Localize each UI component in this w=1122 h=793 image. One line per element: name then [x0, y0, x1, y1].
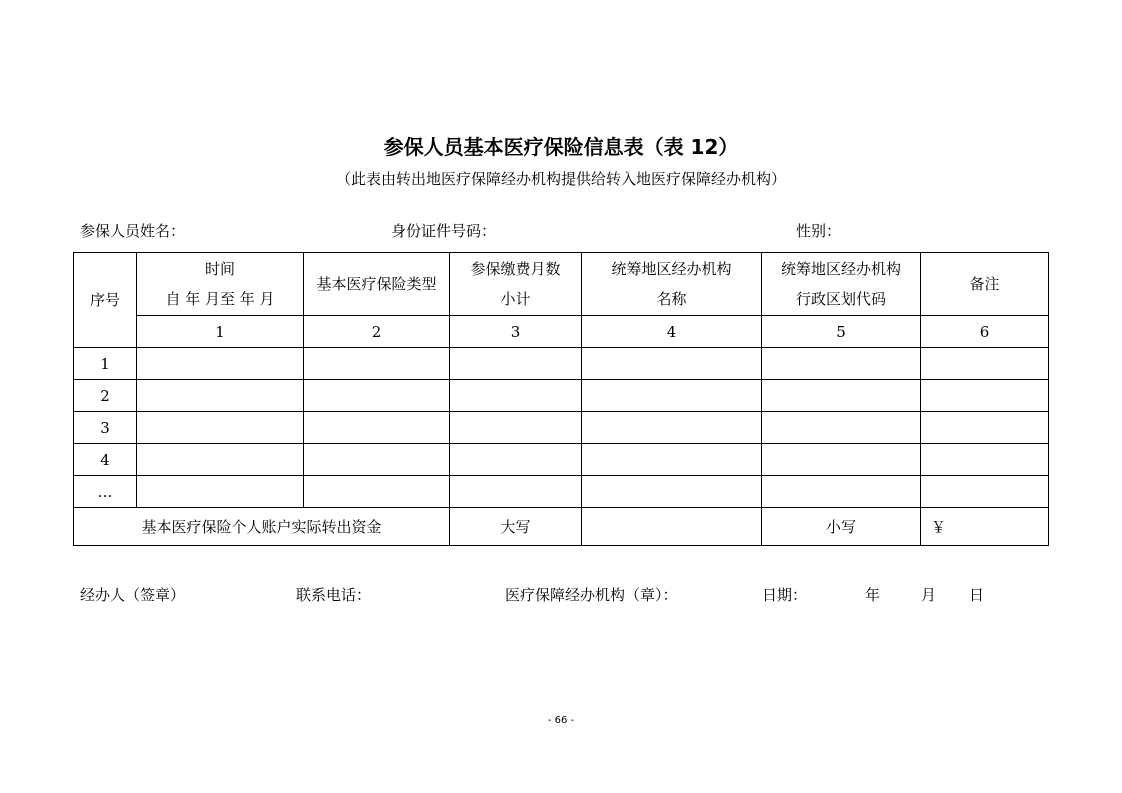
- agency-seal-label: 医疗保障经办机构（章）：: [505, 586, 678, 604]
- header-insurance-type: 基本医疗保险类型: [304, 253, 450, 316]
- row-number: 1: [74, 348, 137, 380]
- amount-upper-label: 大写: [450, 508, 582, 546]
- header-months-line2: 小计: [500, 290, 531, 308]
- form-subtitle: （此表由转出地医疗保障经办机构提供给转入地医疗保障经办机构）: [335, 170, 786, 188]
- row-number: 3: [74, 412, 137, 444]
- table-row: [74, 476, 1049, 508]
- column-number: 4: [582, 316, 762, 348]
- column-number: 1: [137, 316, 304, 348]
- months-cell[interactable]: [450, 444, 582, 476]
- header-agency-line1: 统筹地区经办机构: [611, 260, 732, 278]
- form-title: 参保人员基本医疗保险信息表（表 12）: [383, 135, 739, 159]
- column-number: 2: [304, 316, 450, 348]
- months-cell[interactable]: [450, 380, 582, 412]
- type-cell[interactable]: [304, 348, 450, 380]
- page-number: - 66 -: [547, 715, 575, 726]
- type-cell[interactable]: [304, 476, 450, 508]
- code-cell[interactable]: [762, 348, 921, 380]
- remark-cell[interactable]: [921, 348, 1049, 380]
- column-number: 5: [762, 316, 921, 348]
- code-cell[interactable]: [762, 380, 921, 412]
- header-months: [450, 253, 582, 316]
- amount-lower-label: 小写: [762, 508, 921, 546]
- currency-symbol: ￥: [931, 517, 947, 536]
- column-number-row: [74, 316, 1049, 348]
- remark-cell[interactable]: [921, 444, 1049, 476]
- type-cell[interactable]: [304, 412, 450, 444]
- header-code-line2: 行政区划代码: [795, 290, 886, 308]
- date-year: 年: [865, 586, 881, 604]
- row-number: 4: [74, 444, 137, 476]
- date-label: 日期：: [762, 586, 808, 604]
- id-number-label: 身份证件号码：: [391, 222, 497, 240]
- months-cell[interactable]: [450, 348, 582, 380]
- date-day: 日: [969, 586, 985, 604]
- amount-upper-cell[interactable]: [582, 508, 762, 546]
- table-row: [74, 348, 1049, 380]
- agency-cell[interactable]: [582, 380, 762, 412]
- time-cell[interactable]: [137, 476, 304, 508]
- header-agency: [582, 253, 762, 316]
- column-number: 6: [921, 316, 1049, 348]
- header-region-code: [762, 253, 921, 316]
- months-cell[interactable]: [450, 412, 582, 444]
- header-row: [74, 253, 1049, 316]
- table-row: [74, 412, 1049, 444]
- header-remark: 备注: [921, 253, 1049, 316]
- remark-cell[interactable]: [921, 380, 1049, 412]
- header-time: [137, 253, 304, 316]
- amount-lower-cell[interactable]: [921, 508, 1049, 546]
- table-row: [74, 444, 1049, 476]
- row-number: 2: [74, 380, 137, 412]
- type-cell[interactable]: [304, 380, 450, 412]
- name-label: 参保人员姓名：: [80, 222, 186, 240]
- fund-row: [74, 508, 1049, 546]
- remark-cell[interactable]: [921, 476, 1049, 508]
- agency-cell[interactable]: [582, 476, 762, 508]
- time-cell[interactable]: [137, 348, 304, 380]
- fund-label: 基本医疗保险个人账户实际转出资金: [74, 508, 450, 546]
- time-cell[interactable]: [137, 380, 304, 412]
- months-cell[interactable]: [450, 476, 582, 508]
- header-code-line1: 统筹地区经办机构: [780, 260, 901, 278]
- handler-signature-label: 经办人（签章）: [80, 586, 186, 604]
- agency-cell[interactable]: [582, 412, 762, 444]
- time-cell[interactable]: [137, 412, 304, 444]
- type-cell[interactable]: [304, 444, 450, 476]
- gender-label: 性别：: [796, 222, 842, 240]
- phone-label: 联系电话：: [296, 586, 372, 604]
- header-time-line2: 自 年 月至 年 月: [165, 290, 275, 308]
- date-month: 月: [921, 586, 937, 604]
- row-number: …: [74, 476, 137, 508]
- time-cell[interactable]: [137, 444, 304, 476]
- insurance-info-table: [73, 252, 1049, 546]
- remark-cell[interactable]: [921, 412, 1049, 444]
- header-seq: 序号: [74, 253, 137, 348]
- header-months-line1: 参保缴费月数: [470, 260, 561, 278]
- agency-cell[interactable]: [582, 444, 762, 476]
- agency-cell[interactable]: [582, 348, 762, 380]
- table-row: [74, 380, 1049, 412]
- code-cell[interactable]: [762, 476, 921, 508]
- column-number: 3: [450, 316, 582, 348]
- code-cell[interactable]: [762, 444, 921, 476]
- code-cell[interactable]: [762, 412, 921, 444]
- header-agency-line2: 名称: [656, 290, 687, 308]
- header-time-line1: 时间: [204, 260, 235, 278]
